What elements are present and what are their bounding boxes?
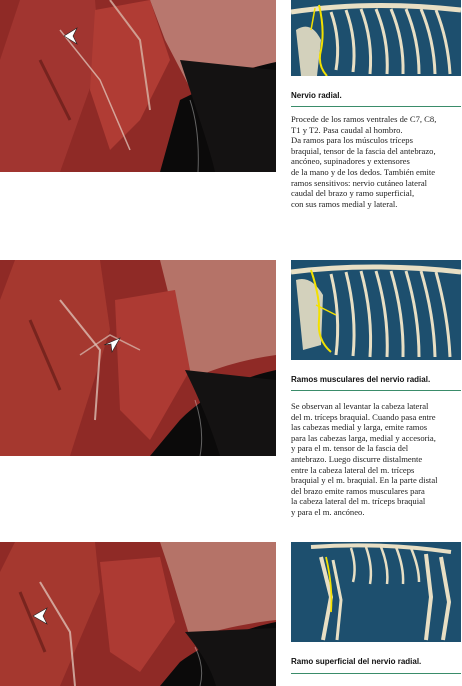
section-title: Ramos musculares del nervio radial. bbox=[291, 375, 431, 384]
body-line: T1 y T2. Pasa caudal al hombro. bbox=[291, 124, 403, 135]
body-line: Da ramos para los músculos tríceps bbox=[291, 135, 413, 146]
body-line: con sus ramos medial y lateral. bbox=[291, 198, 398, 209]
body-line: la cabeza lateral del m. tríceps braquial bbox=[291, 496, 426, 507]
body-line: Procede de los ramos ventrales de C7, C8, bbox=[291, 114, 437, 124]
body-line: del m. tríceps braquial. Cuando pasa entre bbox=[291, 411, 436, 422]
body-line: entre la cabeza lateral del m. tríceps bbox=[291, 464, 415, 475]
dissection-photo-2 bbox=[0, 260, 276, 456]
dissection-photo-3 bbox=[0, 542, 276, 686]
body-line: del brazo emite ramos musculares para bbox=[291, 485, 425, 496]
body-line: las cabezas medial y larga, emite ramos bbox=[291, 422, 428, 433]
anatomy-diagram-1 bbox=[291, 0, 461, 76]
body-line: caudal del brazo y ramo superficial, bbox=[291, 188, 415, 199]
body-line: para las cabezas larga, medial y accesoria, bbox=[291, 432, 436, 443]
section-body bbox=[291, 114, 462, 209]
anatomy-diagram-3 bbox=[291, 542, 461, 642]
body-line: de la mano y de los dedos. También emite bbox=[291, 166, 436, 177]
dissection-photo-1 bbox=[0, 0, 276, 172]
body-line: y para el m. tensor de la fascia del bbox=[291, 443, 409, 454]
section-title: Nervio radial. bbox=[291, 91, 342, 100]
body-line: braquial, tensor de la fascia del antebrazo, bbox=[291, 145, 436, 156]
body-line: braquial y el m. braquial. En la parte distal bbox=[291, 475, 438, 486]
section-divider bbox=[291, 390, 461, 391]
section-title: Ramo superficial del nervio radial. bbox=[291, 657, 422, 666]
section-divider bbox=[291, 106, 461, 107]
body-line: ancóneo, supinadores y extensores bbox=[291, 156, 410, 167]
section-body bbox=[291, 401, 462, 518]
body-line: y para el m. ancóneo. bbox=[291, 506, 365, 517]
section-divider bbox=[291, 673, 461, 674]
body-line: antebrazo. Luego discurre distalmente bbox=[291, 453, 423, 464]
body-line: Se observan al levantar la cabeza lateral bbox=[291, 401, 429, 411]
body-line: ramos sensitivos: nervio cutáneo lateral bbox=[291, 177, 428, 188]
anatomy-diagram-2 bbox=[291, 260, 461, 360]
